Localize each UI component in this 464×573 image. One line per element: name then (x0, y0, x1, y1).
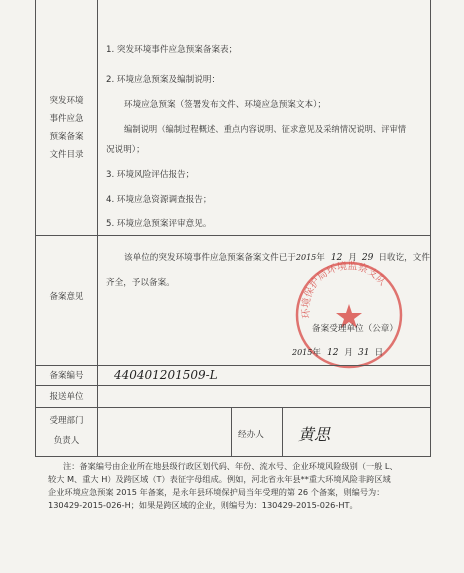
dir-label-line: 预案备案 (49, 132, 84, 142)
record-no-value: 440401201509-L (114, 368, 218, 382)
sign-year: 2015 (292, 348, 313, 357)
dir-label-line: 突发环境 (49, 96, 84, 106)
label-column-divider (97, 0, 98, 456)
filing-unit-seal-label: 备案受理单位（公章） (312, 324, 398, 334)
record-no-label: 备案编号 (49, 371, 84, 381)
dir-label-line: 事件应急 (49, 114, 84, 124)
note-line: 注：备案编号由企业所在地县级行政区划代码、年份、流水号、企业环境风险级别（一般 L、 (63, 461, 398, 471)
sign-day: 31 (358, 348, 370, 358)
received-month: 12 (330, 253, 343, 263)
opinion-sentence: 齐全，予以备案。 (106, 278, 175, 288)
dept-label-line: 受理部门 (49, 416, 84, 426)
sign-month: 12 (326, 348, 339, 358)
row-divider (36, 385, 430, 386)
received-day: 29 (361, 253, 374, 263)
handler-divider-left (231, 407, 232, 457)
opinion-label: 备案意见 (49, 292, 84, 302)
received-year: 2015 (295, 253, 317, 262)
dept-label (36, 412, 97, 450)
year-char: 年 (312, 348, 321, 358)
opinion-text: 收讫，文件 (386, 253, 430, 263)
unit-label: 报送单位 (49, 392, 84, 402)
month-char: 月 (348, 253, 357, 263)
handler-divider-right (282, 407, 283, 457)
year-char: 年 (316, 253, 325, 263)
sign-date (292, 346, 383, 358)
dir-item: 3. 环境风险评估报告； (106, 170, 195, 180)
handler-signature: 黄思 (298, 425, 331, 444)
dir-item: 2. 环境应急预案及编制说明： (106, 75, 221, 85)
note-line: 130429-2015-026-H；如果是跨区域的企业，则编号为：130429-2015-026-HT。 (48, 500, 358, 510)
dir-label-line: 文件目录 (49, 150, 84, 160)
handler-label: 经办人 (238, 430, 264, 440)
dir-item: 4. 环境应急资源调查报告； (106, 195, 212, 205)
note-line: 较大 M、重大 H）及跨区域（T）表征字母组成。例如，河北省永年县**重大环境风险非跨区域 (48, 474, 391, 484)
day-char: 日 (374, 348, 384, 358)
opinion-text: 该单位的突发环境事件应急预案备案文件已于 (124, 253, 296, 263)
dir-item: 况说明）； (106, 145, 145, 155)
seal-text: 环境保护局环境监察支队 (300, 260, 388, 319)
dir-item: 环境应急预案（签署发布文件、环境应急预案文本）； (124, 100, 326, 110)
row-divider (36, 365, 430, 366)
dir-item: 编制说明（编制过程概述、重点内容说明、征求意见及采纳情况说明、评审情 (124, 124, 407, 134)
month-char: 月 (344, 348, 354, 358)
dept-label-line: 负责人 (53, 436, 80, 446)
dir-item: 5. 环境应急预案评审意见。 (106, 219, 212, 229)
row-divider (36, 235, 430, 236)
dir-item: 1. 突发环境事件应急预案备案表； (106, 45, 238, 55)
dir-label (36, 92, 97, 164)
note-line: 企业环境应急预案 2015 年备案，是永年县环境保护局当年受理的第 26 个备案，则编号为： (48, 487, 385, 497)
day-char: 日 (378, 253, 387, 263)
svg-text:环境保护局环境监察支队 (299, 259, 390, 319)
row-divider (36, 407, 430, 408)
filing-table (35, 0, 431, 457)
